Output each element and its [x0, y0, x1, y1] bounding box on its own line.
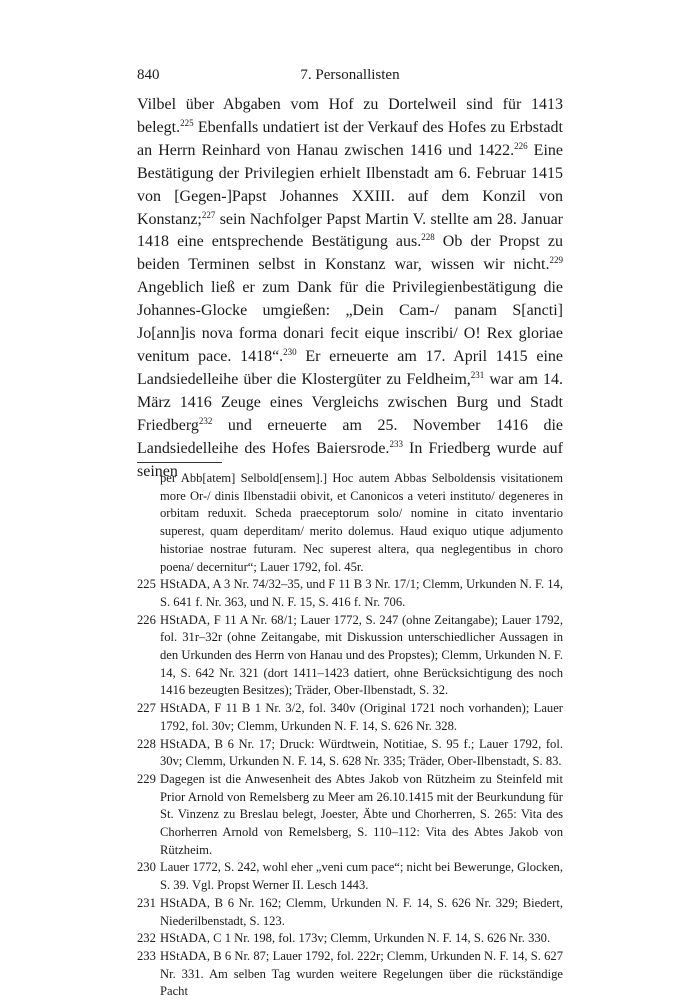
footnote-text: HStADA, C 1 Nr. 198, fol. 173v; Clemm, Urkunden N. F. 14, S. 626 Nr. 330.: [160, 931, 551, 946]
footnote: [137, 948, 563, 1001]
footnote-number: 226: [137, 612, 156, 627]
body-text: In Friedberg wurde auf seinen: [137, 439, 563, 480]
footnote: [137, 771, 563, 860]
footnote-reference: 232: [198, 415, 213, 426]
footnote-reference: 233: [389, 438, 403, 449]
body-text: Vilbel über Abgaben vom Hof zu Dortelweil sind für 1413 belegt.: [137, 96, 563, 136]
body-text: Ob der Propst zu beiden Terminen selbst in Konstanz war, wissen wir nicht.: [137, 233, 563, 274]
footnote-text: HStADA, F 11 A Nr. 68/1; Lauer 1772, S. 247 (ohne Zeitangabe); Lauer 1792, fol. 31r–32r (ohne Zeitangabe, mit Diskussion unterschiedlicher Aussagen in den Urkunden des Herrn von Hanau und des Propstes); Clemm, Urkunden N. F. 14, S. 642 Nr. 321 (dort 1411–1423 datiert, ohne Berücksichtigung des noch 1416 bezeugten Besitzes); Träder, Ober-Ilbenstadt, S. 32.: [160, 612, 563, 698]
footnote-text: Dagegen ist die Anwesenheit des Abtes Jakob von Rützheim zu Steinfeld mit Prior Arnold von Remelsberg zu Meer am 26.10.1415 mit der Beurkundung für St. Vinzenz zu Breslau belegt, Joester, Äbte und Chorherren, S. 265: Vita des Chorherren Arnold von Remelsberg, S. 110–112: Vita des Abtes Jakob von Rützheim.: [160, 771, 563, 857]
footnote-reference: 226: [514, 140, 528, 151]
running-title: 7. Personallisten: [300, 67, 400, 83]
footnote-divider: [137, 462, 222, 463]
footnote-number: 230: [137, 860, 156, 875]
footnote: [137, 470, 563, 576]
footnote-number: 227: [137, 701, 156, 716]
footnote-text: HStADA, A 3 Nr. 74/32–35, und F 11 B 3 Nr. 17/1; Clemm, Urkunden N. F. 14, S. 641 f. Nr. 363, und N. F. 15, S. 416 f. Nr. 706.: [160, 577, 563, 609]
body-text: Eine Bestätigung der Privilegien erhielt Ilbenstadt am 6. Februar 1415 von [Gegen-]Papst Johannes XXIII. auf dem Konzil von Konstanz;: [137, 141, 563, 228]
footnote-text: Lauer 1772, S. 242, wohl eher „veni cum pace“; nicht bei Bewerunge, Glocken, S. 39. Vgl. Propst Werner II. Lesch 1443.: [160, 860, 563, 893]
footnote-reference: 229: [549, 255, 563, 266]
footnote: [137, 859, 563, 894]
footnote-number: 225: [137, 577, 156, 592]
body-text: Ebenfalls undatiert ist der Verkauf des Hofes zu Erbstadt an Herrn Reinhard von Hanau zwischen 1416 und 1422.: [137, 118, 563, 159]
footnote-text: per Abb[atem] Selbold[ensem].] Hoc autem Abbas Selboldensis visitationem more Or-/ dinis Ilbenstadii obivit, et Canonicos a veteri instituto/ degeneres in orbitam reduxit. Scheda praeceptorum solo/ nomine in citato inventario superest, quam deperditam/ merito dolemus. Haud exiquo utique adjumento historiae nostrae futuram. Nec superest altera, qua neglegentibus in choro poena/ decernitur“; Lauer 1792, fol. 45r.: [160, 471, 563, 574]
page-number: 840: [137, 67, 160, 83]
footnote: [137, 895, 563, 930]
footnote: [137, 576, 563, 611]
footnote-number: 228: [137, 736, 156, 751]
footnote-number: 229: [137, 771, 156, 786]
footnote: [137, 736, 563, 771]
body-text: Angeblich ließ er zum Dank für die Privilegienbestätigung die Johannes-Glocke umgießen: „Dein Cam-/ panam S[ancti] Jo[ann]is nova forma donari fecit eique inscribi/ O! Rex gloriae venitum pace. 1418“.: [137, 279, 563, 365]
footnotes: [137, 470, 563, 1001]
footnote-reference: 227: [201, 209, 216, 220]
body-text: sein Nachfolger Papst Martin V. stellte am 28. Januar 1418 eine entsprechende Bestätigung aus.: [137, 210, 563, 251]
main-text-paragraph: [137, 94, 563, 483]
footnote-text: HStADA, B 6 Nr. 87; Lauer 1792, fol. 222r; Clemm, Urkunden N. F. 14, S. 627 Nr. 331. Am selben Tag wurden weitere Regelungen über die rückständige Pacht: [160, 948, 563, 999]
footnote-text: HStADA, B 6 Nr. 17; Druck: Würdtwein, Notitiae, S. 95 f.; Lauer 1792, fol. 30v; Clemm, Urkunden N. F. 14, S. 628 Nr. 335; Träder, Ober-Ilbenstadt, S. 83.: [160, 736, 563, 769]
body-text: war am 14. März 1416 Zeuge eines Vergleichs zwischen Burg und Stadt Friedberg: [137, 370, 564, 434]
footnote-text: HStADA, F 11 B 1 Nr. 3/2, fol. 340v (Original 1721 noch vorhanden); Lauer 1792, fol. 30v; Clemm, Urkunden N. F. 14, S. 626 Nr. 328.: [160, 701, 563, 733]
footnote-reference: 231: [470, 369, 485, 380]
footnote-number: 232: [137, 931, 156, 946]
footnote-reference: 230: [283, 346, 297, 357]
body-text: Er erneuerte am 17. April 1415 eine Landsiedelleihe über die Klostergüter zu Feldheim,: [137, 347, 563, 388]
footnote: [137, 700, 563, 735]
footnote-number: 233: [137, 948, 156, 963]
footnote: [137, 612, 563, 701]
footnote-reference: 225: [180, 117, 194, 128]
footnote: [137, 930, 563, 948]
footnote-text: HStADA, B 6 Nr. 162; Clemm, Urkunden N. F. 14, S. 626 Nr. 329; Biedert, Niederilbenstadt, S. 123.: [160, 895, 563, 928]
footnote-reference: 228: [421, 232, 435, 243]
footnote-number: 231: [137, 895, 156, 910]
body-text: und erneuerte am 25. November 1416 die Landsiedelleihe des Hofes Baiersrode.: [137, 416, 563, 457]
